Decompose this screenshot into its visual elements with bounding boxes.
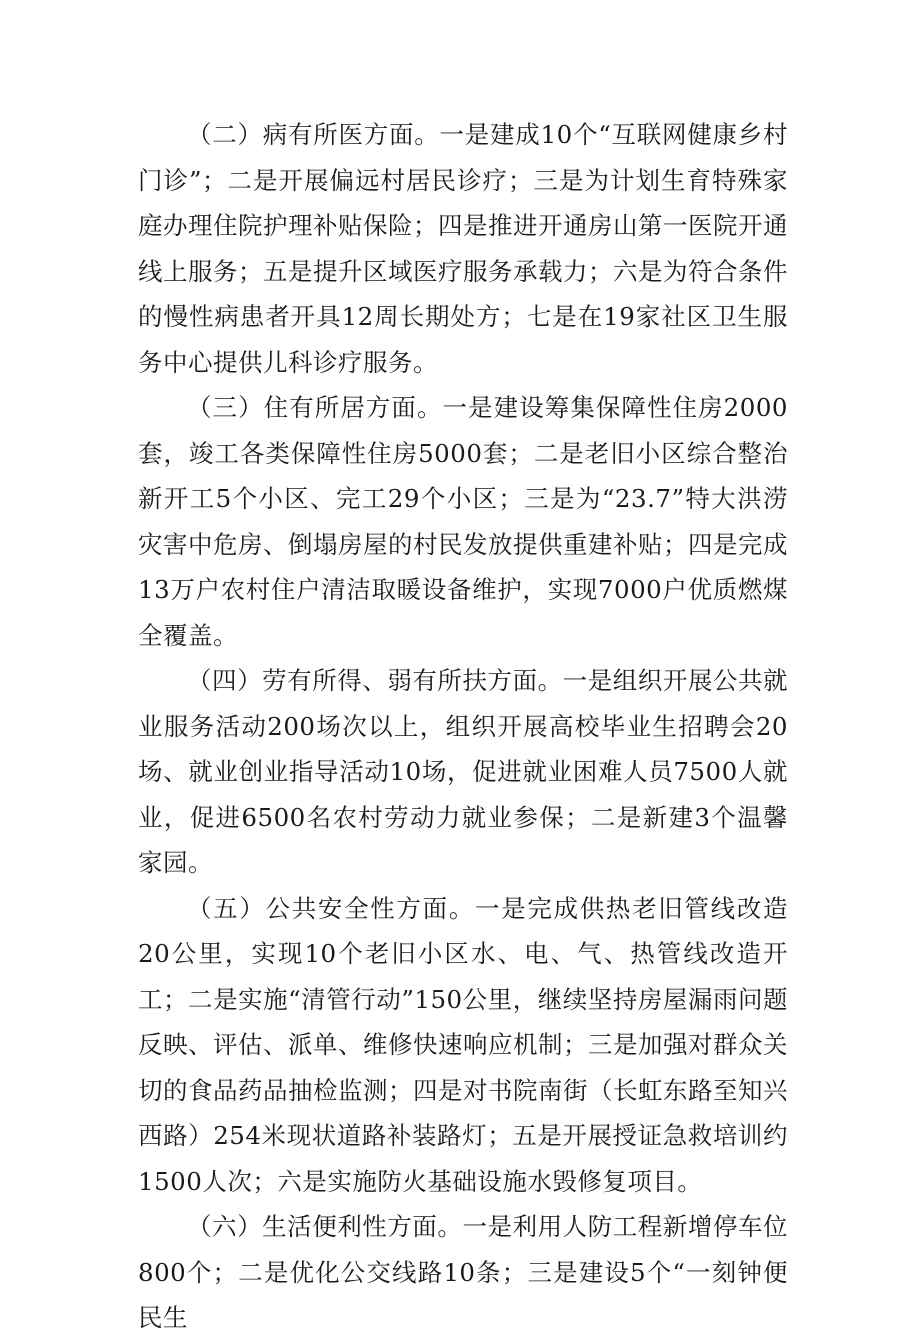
- paragraph-employment: （四）劳有所得、弱有所扶方面。一是组织开展公共就业服务活动200场次以上，组织开展高校毕业生招聘会20场、就业创业指导活动10场，促进就业困难人员7500人就业，促进6500名农村劳动力就业参保；二是新建3个温馨家园。: [138, 666, 788, 877]
- paragraph-health: （二）病有所医方面。一是建成10个“互联网健康乡村门诊”；二是开展偏远村居民诊疗；三是为计划生育特殊家庭办理住院护理补贴保险；四是推进开通房山第一医院开通线上服务；五是提升区域医疗服务承载力；六是为符合条件的慢性病患者开具12周长期处方；七是在19家社区卫生服务中心提供儿科诊疗服务。: [138, 120, 788, 377]
- document-body: [138, 112, 788, 1341]
- paragraph-safety: （五）公共安全性方面。一是完成供热老旧管线改造20公里，实现10个老旧小区水、电、气、热管线改造开工；二是实施“清管行动”150公里，继续坚持房屋漏雨问题反映、评估、派单、维修快速响应机制；三是加强对群众关切的食品药品抽检监测；四是对书院南街（长虹东路至知兴西路）254米现状道路补装路灯；五是开展授证急救培训约1500人次；六是实施防火基础设施水毁修复项目。: [138, 893, 788, 1196]
- paragraph-housing: （三）住有所居方面。一是建设筹集保障性住房2000套，竣工各类保障性住房5000套；二是老旧小区综合整治新开工5个小区、完工29个小区；三是为“23.7”特大洪涝灾害中危房、倒塌房屋的村民发放提供重建补贴；四是完成13万户农村住户清洁取暖设备维护，实现7000户优质燃煤全覆盖。: [138, 393, 788, 650]
- paragraph-convenience: （六）生活便利性方面。一是利用人防工程新增停车位800个；二是优化公交线路10条；三是建设5个“一刻钟便民生: [138, 1212, 788, 1332]
